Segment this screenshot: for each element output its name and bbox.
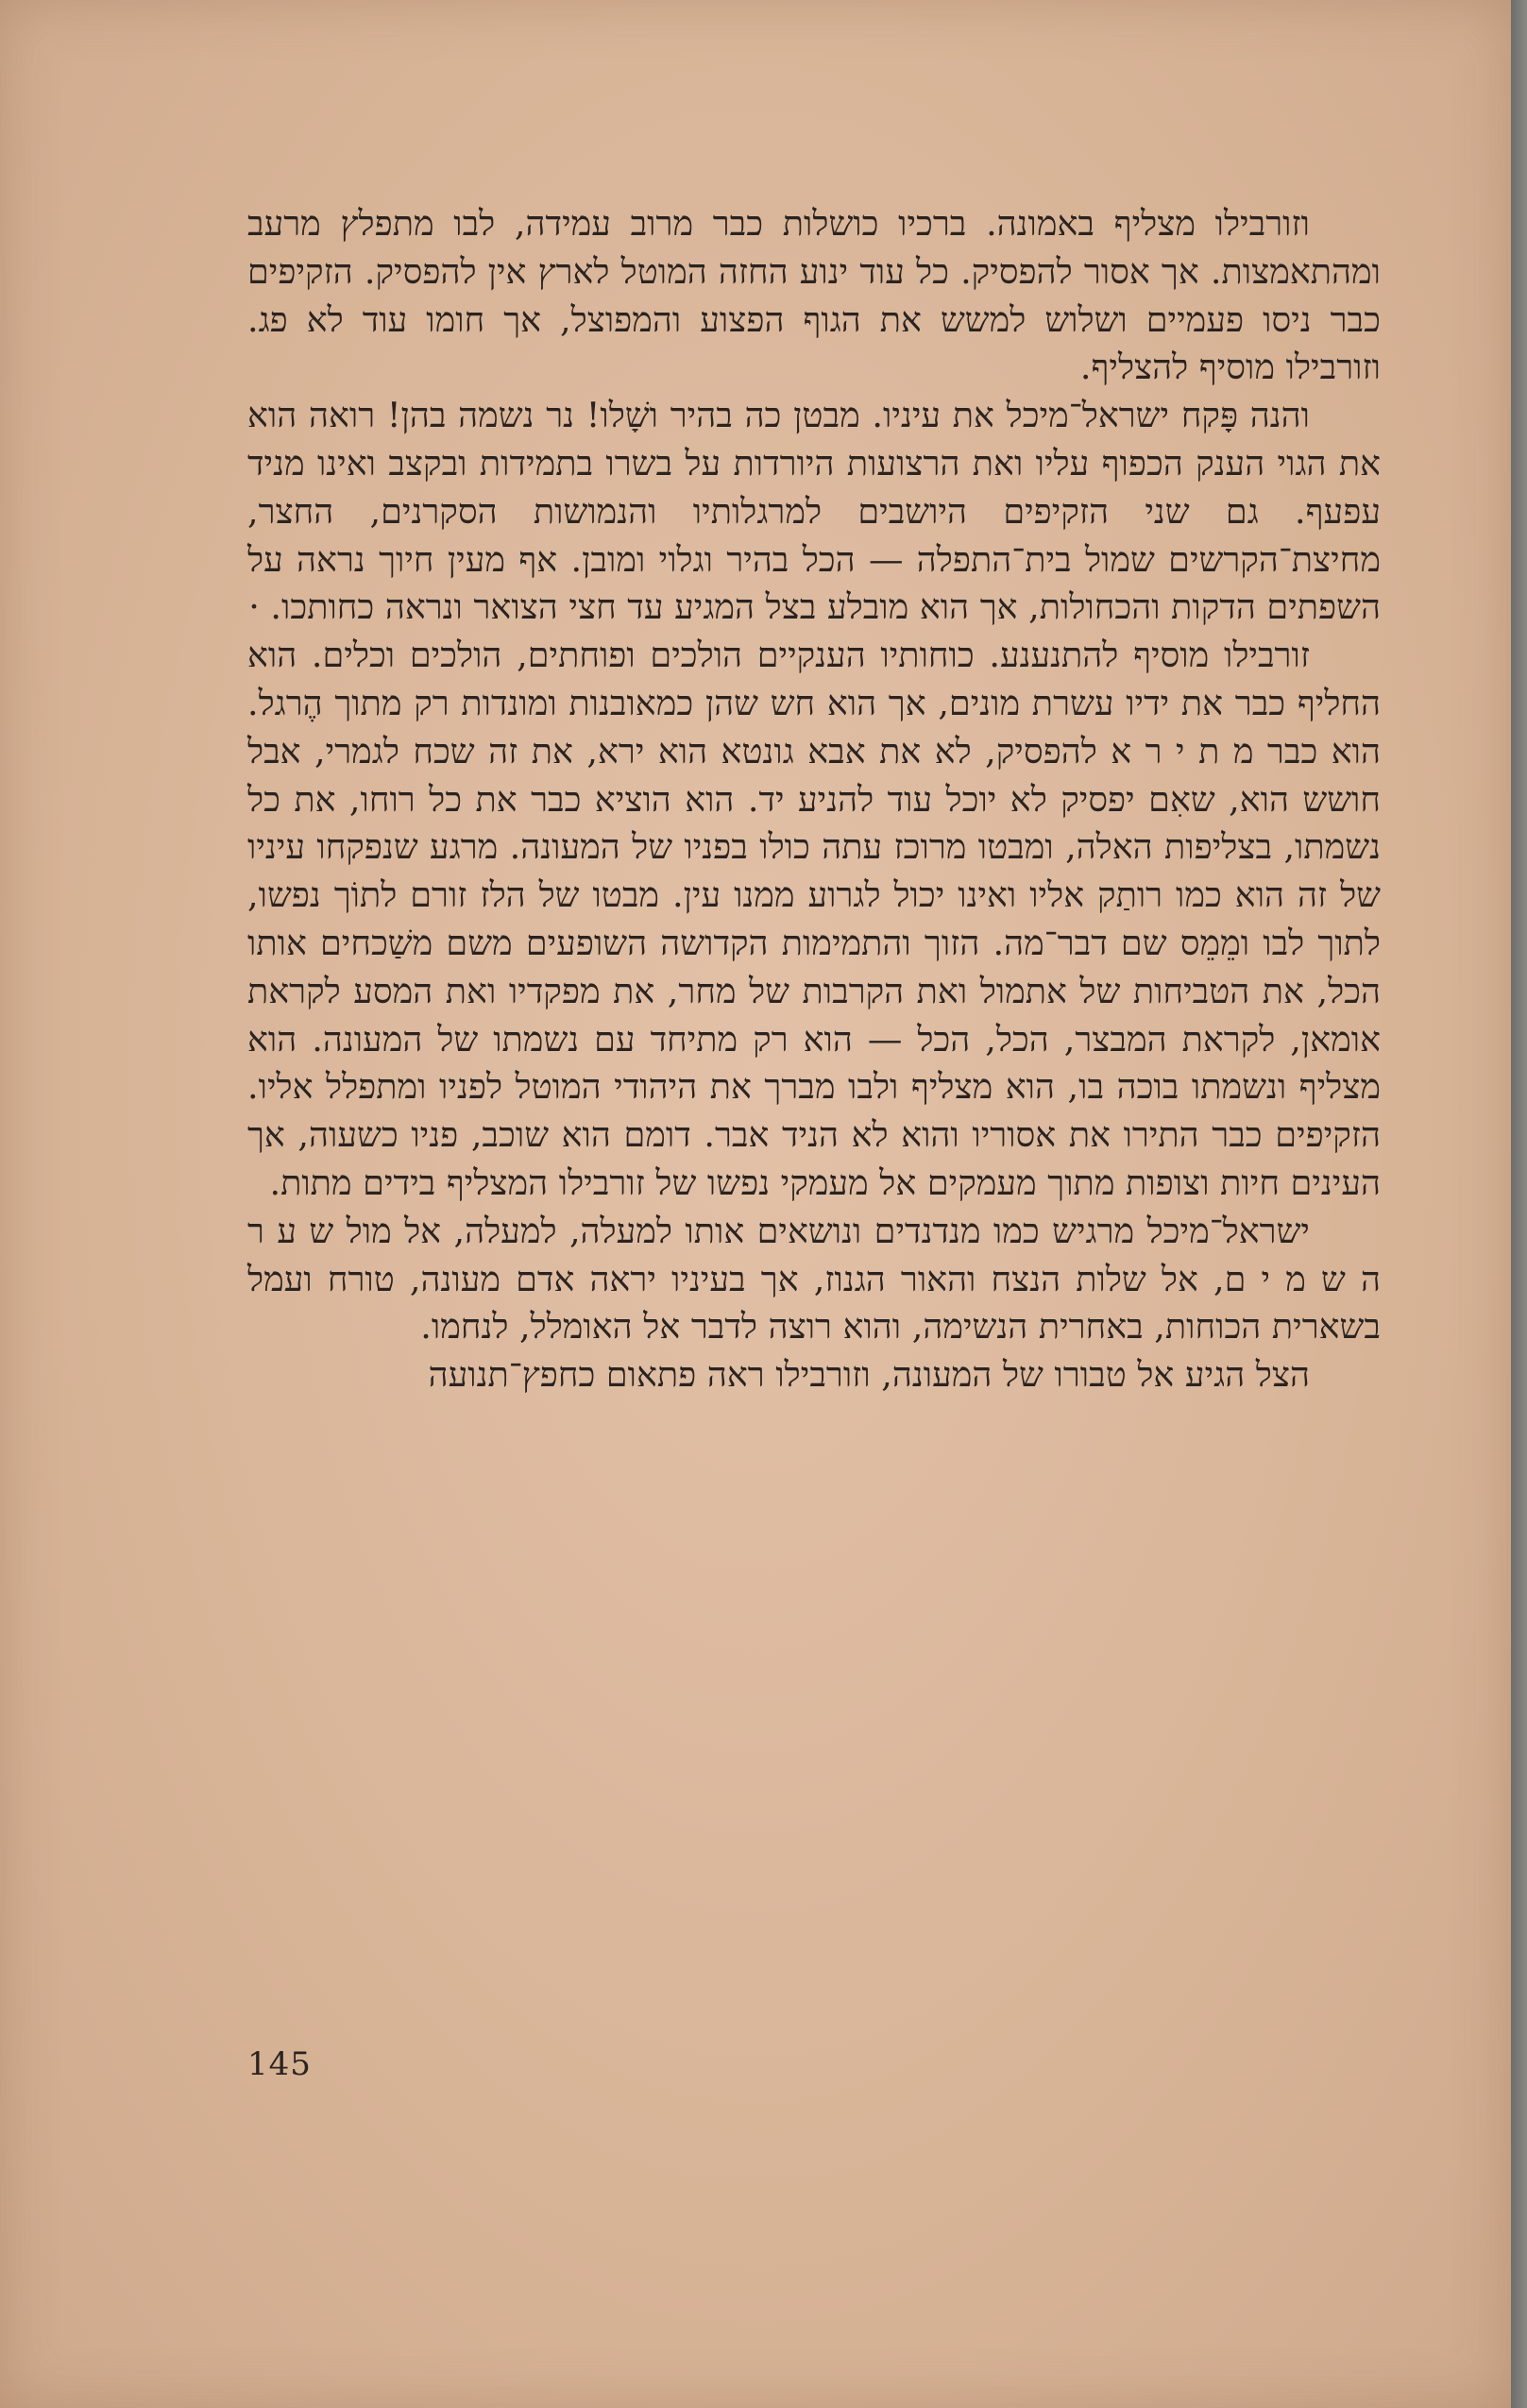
paragraph-4: ישראל־מיכל מרגיש כמו מנדנדים ונושאים אותו למעלה, למעלה, אל מול ש ע ר ה ש מ י ם, אל שלות הנצח והאור הגנוז, אך בעיניו יראה אדם מעונה, טורח ועמל בשארית הכוחות, באחרית הנשימה, והוא רוצה לדבר אל האומלל, לנחמו. [247,1210,1381,1348]
paragraph-5: הצל הגיע אל טבורו של המעונה, וזורבילו ראה פתאום כחפץ־תנועה [428,1354,1310,1396]
page-edge [1511,0,1527,2408]
page-number: 145 [247,2045,312,2083]
body-text [247,200,1381,1399]
paragraph-2: והנה פָּקח ישראל־מיכל את עיניו. מבטן כה בהיר ושָׁלו! נר נשמה בהן! רואה הוא את הגוי הענק הכפוף עליו ואת הרצועות היורדות על בשרו בתמידות ובקצב ואינו מניד עפעף. גם שני הזקיפים היושבים למרגלותיו והנמושות הסקרנים, החצר, מחיצת־הקרשים שמול בית־התפלה — הכל בהיר וגלוי ומובן. אף מעין חיוך נראה על השפתים הדקות והכחולות, אך הוא מובלע בצל המגיע עד חצי הצואר ונראה כחותכו. · [247,395,1381,628]
paragraph-1: וזורבילו מצליף באמונה. ברכיו כושלות כבר מרוב עמידה, לבו מתפלץ מרעב ומהתאמצות. אך אסור להפסיק. כל עוד ינוע החזה המוטל לארץ אין להפסיק. הזקיפים כבר ניסו פעמיים ושלוש למשש את הגוף הפצוע והמפוצל, אך חומו עוד לא פג. וזורבילו מוסיף להצליף. [247,203,1381,388]
paragraph-3: זורבילו מוסיף להתנענע. כוחותיו הענקיים הולכים ופוחתים, הולכים וכלים. הוא החליף כבר את ידיו עשרת מונים, אך הוא חש שהן כמאובנות ומונדות רק מתוך הֶרגל. הוא כבר מ ת י ר א להפסיק, לא את אבא גונטא הוא ירא, את זה שכח לגמרי, אבל חושש הוא, שאִם יפסיק לא יוכל עוד להניע יד. הוא הוציא כבר את כל רוחו, את כל נשמתו, בצליפות האלה, ומבטו מרוכז עתה כולו בפניו של המעונה. מרגע שנפקחו עיניו של זה הוא כמו רותַק אליו ואינו יכול לגרוע ממנו עין. מבטו של הלז זורם לתוֹך נפשו, לתוך לבו ומֵמֵס שם דבר־מה. הזוך והתמימות הקדושה השופעים משם משַׁכחים אותו הכל, את הטביחות של אתמול ואת הקרבות של מחר, את מפקדיו ואת המסע לקראת אומאן, לקראת המבצר, הכל, הכל — הוא רק מתיחד עם נשמתו של המעונה. הוא מצליף ונשמתו בוכה בו, הוא מצליף ולבו מברך את היהודי המוטל לפניו ומתפלל אליו. הזקיפים כבר התירו את אסוריו והוא לא הניד אבר. דומם הוא שוכב, פניו כשעוה, אך העינים חיות וצופות מתוך מעמקים אל מעמקי נפשו של זורבילו המצליף בידים מתות. [247,635,1381,1203]
